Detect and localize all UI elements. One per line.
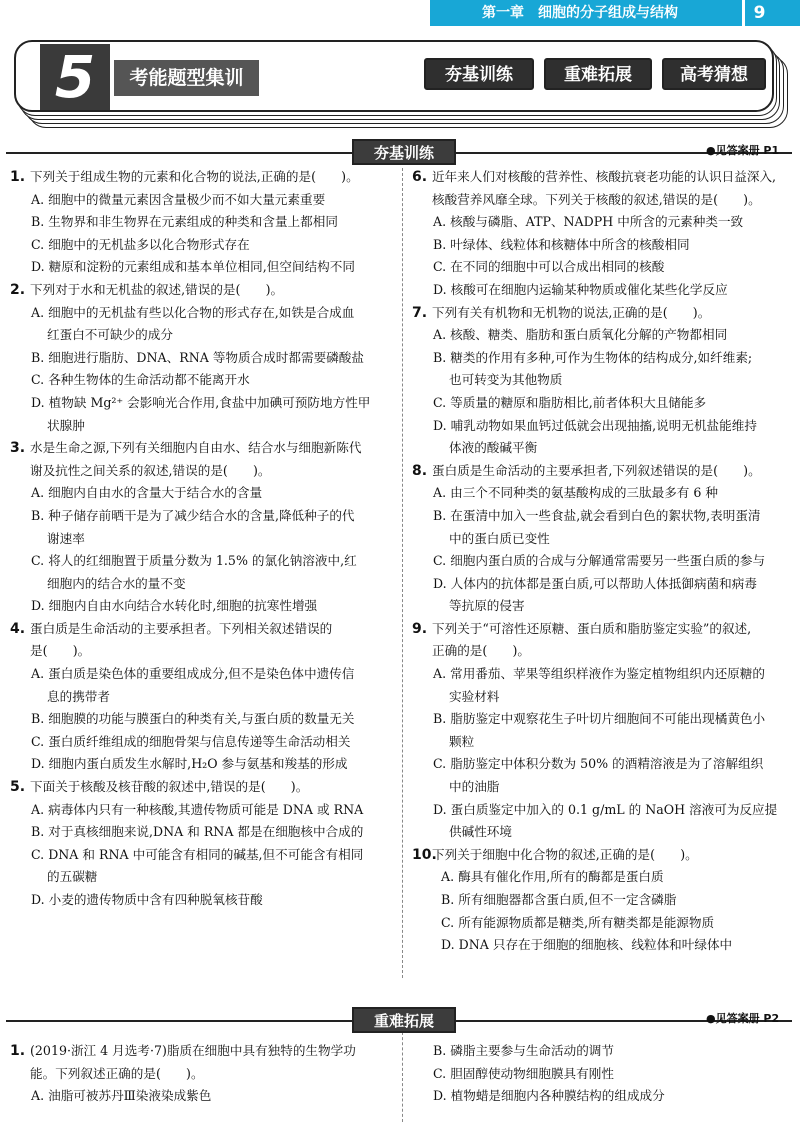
option[interactable]: A. 核酸、糖类、脂肪和蛋白质氧化分解的产物都相同 — [433, 327, 728, 343]
option[interactable]: C. 蛋白质纤维组成的细胞骨架与信息传递等生命活动相关 — [31, 733, 351, 749]
option[interactable]: A. 核酸与磷脂、ATP、NADPH 中所含的元素种类一致 — [433, 214, 744, 230]
section-banner — [14, 40, 789, 130]
question-number: 7. — [412, 304, 428, 321]
option[interactable]: D. 哺乳动物如果血钙过低就会出现抽搐,说明无机盐能维持 体液的酸碱平衡 — [433, 417, 757, 456]
question-number: 4. — [10, 620, 26, 637]
extension-question-options — [412, 1040, 792, 1108]
question-stem: 3. 水是生命之源,下列有关细胞内自由水、结合水与细胞新陈代 谢及抗性之间关系的叙述,错误的是( )。 — [10, 437, 395, 482]
question-number: 1. — [10, 169, 26, 185]
question-stem: 4. 蛋白质是生命活动的主要承担者。下列相关叙述错误的 是( )。 — [10, 618, 395, 663]
option[interactable]: D. 糖原和淀粉的元素组成和基本单位相同,但空间结构不同 — [31, 259, 355, 275]
question-block — [10, 776, 395, 912]
option[interactable]: B. 糖类的作用有多种,可作为生物体的结构成分,如纤维素; 也可转变为其他物质 — [433, 349, 753, 388]
option[interactable]: D. 细胞内自由水向结合水转化时,细胞的抗寒性增强 — [31, 598, 318, 614]
tab-basic-training[interactable]: 夯基训练 — [424, 58, 534, 90]
question-number: 5. — [10, 779, 26, 796]
option[interactable]: B. 细胞膜的功能与膜蛋白的种类有关,与蛋白质的数量无关 — [31, 711, 355, 727]
question-block — [412, 302, 792, 460]
answer-reference: ●见答案册 P1 — [706, 144, 780, 157]
question-block — [412, 460, 792, 618]
question-number: 9. — [412, 620, 428, 637]
question-block — [412, 618, 792, 844]
option[interactable]: C. 脂肪鉴定中体积分数为 50% 的酒精溶液是为了溶解组织 中的油脂 — [433, 756, 764, 795]
option[interactable]: A. 细胞中的无机盐有些以化合物的形式存在,如铁是合成血 红蛋白不可缺少的成分 — [31, 304, 355, 343]
banner-panel — [14, 40, 774, 112]
tab-exam-prediction[interactable]: 高考猜想 — [662, 58, 766, 90]
option[interactable]: D. 细胞内蛋白质发生水解时,H₂O 参与氨基和羧基的形成 — [31, 756, 348, 772]
option[interactable]: D. 核酸可在细胞内运输某种物质或催化某些化学反应 — [433, 281, 728, 297]
option[interactable]: B. 所有细胞器都含蛋白质,但不一定含磷脂 — [441, 892, 677, 907]
option[interactable]: C. 细胞内蛋白质的合成与分解通常需要另一些蛋白质的参与 — [433, 553, 766, 569]
option[interactable]: C. 将人的红细胞置于质量分数为 1.5% 的氯化钠溶液中,红 细胞内的结合水的量不变 — [31, 553, 357, 591]
option[interactable]: C. 胆固醇使动物细胞膜具有刚性 — [433, 1065, 614, 1081]
question-block — [10, 166, 395, 279]
option[interactable]: A. 常用番茄、苹果等组织样液作为鉴定植物组织内还原糖的 实验材料 — [433, 666, 765, 704]
question-stem: 1. 下列关于组成生物的元素和化合物的说法,正确的是( )。 — [10, 166, 395, 189]
question-number: 1. — [10, 1043, 26, 1059]
question-number: 8. — [412, 462, 428, 479]
option[interactable]: A. 酶具有催化作用,所有的酶都是蛋白质 — [441, 869, 664, 885]
option[interactable]: C. DNA 和 RNA 中可能含有相同的碱基,但不可能含有相同 的五碳糖 — [31, 846, 364, 885]
question-block — [10, 279, 395, 437]
option[interactable]: A. 由三个不同种类的氨基酸构成的三肽最多有 6 种 — [433, 485, 718, 501]
question-stem: 9. 下列关于“可溶性还原糖、蛋白质和脂肪鉴定实验”的叙述, 正确的是( )。 — [412, 618, 792, 663]
tab-difficult-extension[interactable]: 重难拓展 — [544, 58, 652, 90]
option[interactable]: C. 在不同的细胞中可以合成出相同的核酸 — [433, 259, 665, 275]
question-stem: 2. 下列对于水和无机盐的叙述,错误的是( )。 — [10, 279, 395, 302]
question-block — [10, 437, 395, 618]
right-column — [412, 166, 792, 957]
option[interactable]: A. 油脂可被苏丹Ⅲ染液染成紫色 — [31, 1088, 212, 1104]
option[interactable]: A. 病毒体内只有一种核酸,其遗传物质可能是 DNA 或 RNA — [31, 801, 364, 817]
chapter-title: 第一章 细胞的分子组成与结构 — [482, 5, 678, 21]
option[interactable]: B. 脂肪鉴定中观察花生子叶切片细胞间不可能出现橘黄色小 颗粒 — [433, 711, 766, 749]
option[interactable]: B. 细胞进行脂肪、DNA、RNA 等物质合成时都需要磷酸盐 — [31, 349, 364, 365]
option[interactable]: C. 各种生物体的生命活动都不能离开水 — [31, 372, 250, 388]
question-number: 2. — [10, 281, 26, 298]
option[interactable]: D. 蛋白质鉴定中加入的 0.1 g/mL 的 NaOH 溶液可为反应提 供碱性环境 — [433, 801, 778, 840]
question-stem: 6. 近年来人们对核酸的营养性、核酸抗衰老功能的认识日益深入, 核酸营养风靡全球。下列关于核酸的叙述,错误的是( )。 — [412, 166, 792, 211]
option[interactable]: C. 所有能源物质都是糖类,所有糖类都是能源物质 — [441, 914, 715, 930]
option[interactable]: B. 生物界和非生物界在元素组成的种类和含量上都相同 — [31, 214, 338, 230]
question-stem: 7. 下列有关有机物和无机物的说法,正确的是( )。 — [412, 302, 792, 325]
option[interactable]: D. DNA 只存在于细胞的细胞核、线粒体和叶绿体中 — [441, 937, 733, 953]
section-title-basic: 夯基训练 — [352, 139, 456, 165]
banner-title: 考能题型集训 — [114, 60, 259, 96]
answer-reference: ●见答案册 P2 — [706, 1012, 780, 1025]
question-stem: 10.下列关于细胞中化合物的叙述,正确的是( )。 — [412, 844, 792, 867]
option[interactable]: D. 人体内的抗体都是蛋白质,可以帮助人体抵御病菌和病毒 等抗原的侵害 — [433, 575, 757, 614]
option[interactable]: D. 植物缺 Mg²⁺ 会影响光合作用,食盐中加碘可预防地方性甲 状腺肿 — [31, 394, 371, 433]
banner-number: 5 — [40, 44, 110, 110]
question: 1. (2019·浙江 4 月选考·7)脂质在细胞中具有独特的生物学功 能。下列叙述正确的是( )。 — [10, 1040, 395, 1085]
option[interactable]: C. 细胞中的无机盐多以化合物形式存在 — [31, 236, 250, 252]
option[interactable]: B. 磷脂主要参与生命活动的调节 — [433, 1043, 614, 1058]
option[interactable]: D. 植物蜡是细胞内各种膜结构的组成成分 — [433, 1088, 665, 1104]
option[interactable]: C. 等质量的糖原和脂肪相比,前者体积大且储能多 — [433, 394, 707, 410]
chapter-header-bar — [430, 0, 800, 26]
question-number: 3. — [10, 440, 26, 457]
option[interactable]: A. 蛋白质是染色体的重要组成成分,但不是染色体中遗传信 息的携带者 — [31, 666, 355, 704]
question-stem: 5. 下面关于核酸及核苷酸的叙述中,错误的是( )。 — [10, 776, 395, 799]
option[interactable]: A. 细胞内自由水的含量大于结合水的含量 — [31, 485, 263, 501]
question-block — [10, 618, 395, 776]
question-stem: 8. 蛋白质是生命活动的主要承担者,下列叙述错误的是( )。 — [412, 460, 792, 483]
column-divider — [402, 168, 403, 978]
question-block — [412, 844, 792, 957]
left-column — [10, 166, 395, 912]
option[interactable]: A. 细胞中的微量元素因含量极少而不如大量元素重要 — [31, 191, 326, 207]
page-number: 9 — [742, 0, 774, 26]
question-block — [412, 166, 792, 302]
option[interactable]: D. 小麦的遗传物质中含有四种脱氧核苷酸 — [31, 892, 263, 907]
question-number: 6. — [412, 169, 428, 185]
option[interactable]: B. 对于真核细胞来说,DNA 和 RNA 都是在细胞核中合成的 — [31, 824, 364, 840]
section-title-extension: 重难拓展 — [352, 1007, 456, 1033]
column-divider — [402, 1032, 403, 1122]
option[interactable]: B. 叶绿体、线粒体和核糖体中所含的核酸相同 — [433, 236, 690, 252]
question-number: 10. — [412, 846, 437, 863]
option[interactable]: B. 种子储存前晒干是为了减少结合水的含量,降低种子的代 谢速率 — [31, 507, 355, 546]
option[interactable]: B. 在蛋清中加入一些食盐,就会看到白色的絮状物,表明蛋清 中的蛋白质已变性 — [433, 507, 761, 546]
extension-question-stem — [10, 1040, 395, 1108]
